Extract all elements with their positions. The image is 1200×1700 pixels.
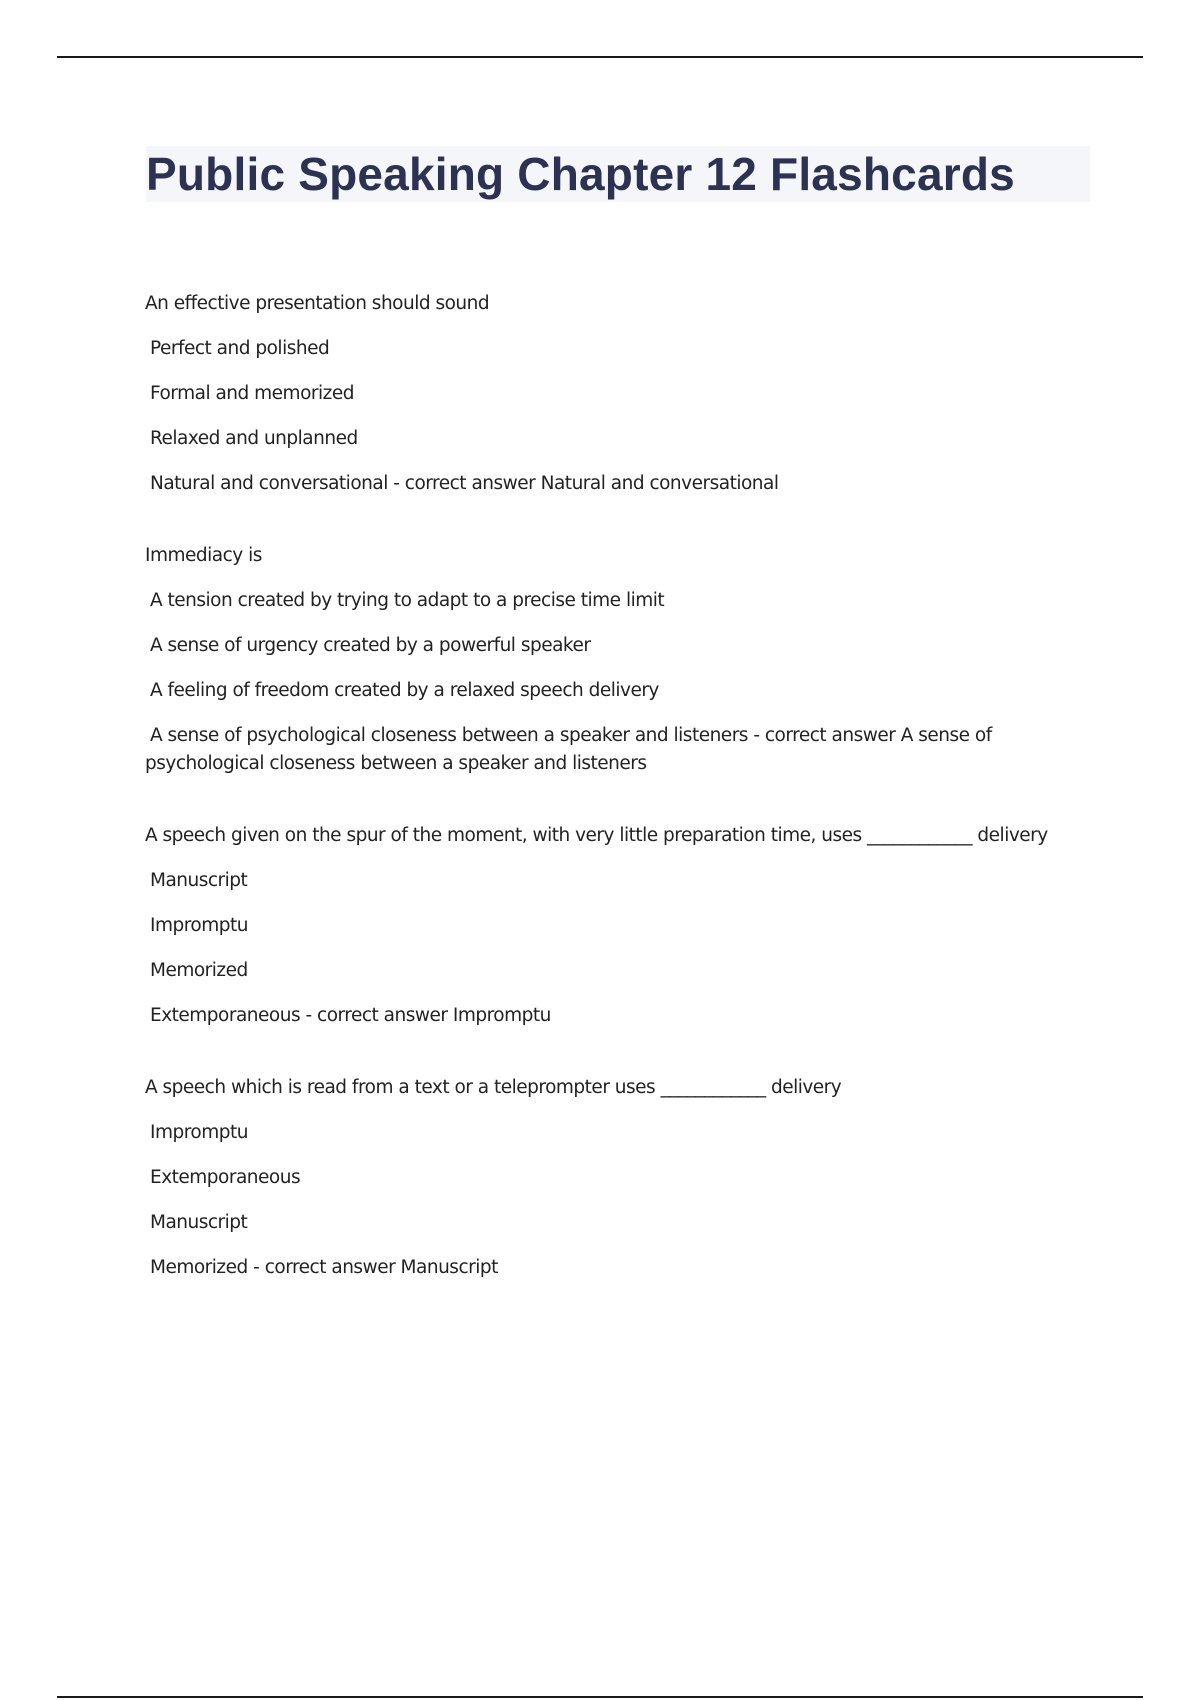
question-prompt: Immediacy is	[145, 545, 262, 566]
answer-option-with-correct-answer: Memorized - correct answer Manuscript	[150, 1257, 498, 1278]
answer-option-with-correct-answer: Natural and conversational - correct answer Natural and conversational	[150, 473, 779, 494]
question-prompt: A speech which is read from a text or a teleprompter uses ____________ delivery	[145, 1077, 842, 1098]
answer-option: A tension created by trying to adapt to a precise time limit	[150, 590, 665, 611]
answer-option: A sense of urgency created by a powerful speaker	[150, 635, 591, 656]
answer-option: Extemporaneous	[150, 1167, 301, 1188]
question-prompt: An effective presentation should sound	[145, 293, 490, 314]
flashcard	[145, 822, 1095, 1030]
question-prompt: A speech given on the spur of the moment, with very little preparation time, uses ____________ delivery	[145, 825, 1048, 846]
flashcard	[145, 1074, 1095, 1282]
answer-option: Impromptu	[150, 1122, 248, 1143]
answer-option-with-correct-answer: Extemporaneous - correct answer Impromptu	[150, 1005, 551, 1026]
flashcard-list	[145, 290, 1095, 1326]
flashcard	[145, 290, 1095, 498]
answer-option-with-correct-answer: A sense of psychological closeness between a speaker and listeners - correct answer A sense of psychological closeness between a speaker and listeners	[145, 725, 992, 774]
answer-option: A feeling of freedom created by a relaxed speech delivery	[150, 680, 659, 701]
answer-option: Impromptu	[150, 915, 248, 936]
answer-option: Manuscript	[150, 1212, 248, 1233]
header-rule	[57, 56, 1143, 58]
footer-rule	[57, 1696, 1143, 1698]
answer-option: Memorized	[150, 960, 248, 981]
answer-option: Formal and memorized	[150, 383, 354, 404]
answer-option: Manuscript	[150, 870, 248, 891]
flashcard	[145, 542, 1095, 778]
answer-option: Relaxed and unplanned	[150, 428, 358, 449]
document-title: Public Speaking Chapter 12 Flashcards	[146, 148, 1015, 200]
answer-option: Perfect and polished	[150, 338, 330, 359]
title-banner	[146, 146, 1090, 202]
